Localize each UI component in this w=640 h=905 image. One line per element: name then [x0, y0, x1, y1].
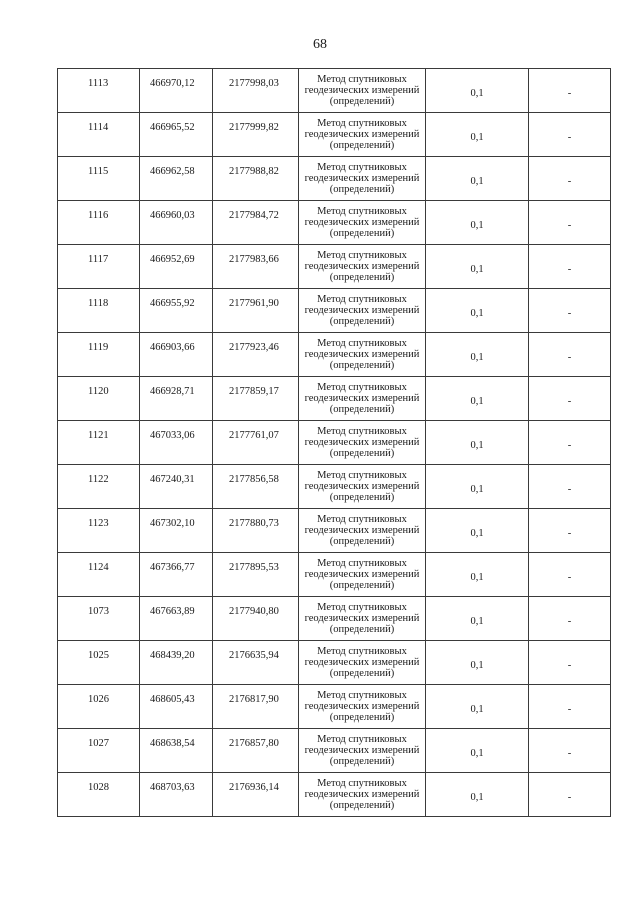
x-coordinate-cell: 466962,58 [140, 157, 213, 201]
table-row [58, 641, 611, 685]
method-cell: Метод спутниковых геодезических измерений (определений) [299, 685, 426, 729]
table-row [58, 201, 611, 245]
note-cell: - [529, 113, 611, 157]
note-cell: - [529, 597, 611, 641]
point-number-cell: 1025 [58, 641, 140, 685]
x-coordinate-cell: 466960,03 [140, 201, 213, 245]
accuracy-cell: 0,1 [426, 157, 529, 201]
note-cell: - [529, 289, 611, 333]
note-cell: - [529, 245, 611, 289]
table-row [58, 157, 611, 201]
table-row [58, 597, 611, 641]
accuracy-cell: 0,1 [426, 509, 529, 553]
x-coordinate-cell: 467663,89 [140, 597, 213, 641]
coordinates-table [57, 68, 611, 817]
y-coordinate-cell: 2176817,90 [213, 685, 299, 729]
y-coordinate-cell: 2177988,82 [213, 157, 299, 201]
method-cell: Метод спутниковых геодезических измерений (определений) [299, 245, 426, 289]
method-cell: Метод спутниковых геодезических измерений (определений) [299, 729, 426, 773]
y-coordinate-cell: 2177961,90 [213, 289, 299, 333]
point-number-cell: 1073 [58, 597, 140, 641]
note-cell: - [529, 201, 611, 245]
accuracy-cell: 0,1 [426, 465, 529, 509]
note-cell: - [529, 685, 611, 729]
point-number-cell: 1113 [58, 69, 140, 113]
point-number-cell: 1119 [58, 333, 140, 377]
note-cell: - [529, 157, 611, 201]
method-cell: Метод спутниковых геодезических измерений (определений) [299, 201, 426, 245]
point-number-cell: 1116 [58, 201, 140, 245]
point-number-cell: 1028 [58, 773, 140, 817]
accuracy-cell: 0,1 [426, 773, 529, 817]
y-coordinate-cell: 2177999,82 [213, 113, 299, 157]
method-cell: Метод спутниковых геодезических измерений (определений) [299, 113, 426, 157]
y-coordinate-cell: 2177856,58 [213, 465, 299, 509]
table-row [58, 289, 611, 333]
y-coordinate-cell: 2177998,03 [213, 69, 299, 113]
table-row [58, 729, 611, 773]
accuracy-cell: 0,1 [426, 245, 529, 289]
x-coordinate-cell: 467366,77 [140, 553, 213, 597]
table-row [58, 553, 611, 597]
accuracy-cell: 0,1 [426, 377, 529, 421]
accuracy-cell: 0,1 [426, 333, 529, 377]
x-coordinate-cell: 468638,54 [140, 729, 213, 773]
table-row [58, 773, 611, 817]
y-coordinate-cell: 2177984,72 [213, 201, 299, 245]
y-coordinate-cell: 2177940,80 [213, 597, 299, 641]
accuracy-cell: 0,1 [426, 553, 529, 597]
x-coordinate-cell: 468703,63 [140, 773, 213, 817]
point-number-cell: 1120 [58, 377, 140, 421]
note-cell: - [529, 465, 611, 509]
method-cell: Метод спутниковых геодезических измерений (определений) [299, 421, 426, 465]
method-cell: Метод спутниковых геодезических измерений (определений) [299, 333, 426, 377]
point-number-cell: 1118 [58, 289, 140, 333]
x-coordinate-cell: 466928,71 [140, 377, 213, 421]
accuracy-cell: 0,1 [426, 69, 529, 113]
accuracy-cell: 0,1 [426, 729, 529, 773]
table-row [58, 465, 611, 509]
point-number-cell: 1114 [58, 113, 140, 157]
point-number-cell: 1026 [58, 685, 140, 729]
y-coordinate-cell: 2177761,07 [213, 421, 299, 465]
table-row [58, 685, 611, 729]
note-cell: - [529, 333, 611, 377]
coordinates-table-body [58, 69, 611, 817]
point-number-cell: 1115 [58, 157, 140, 201]
y-coordinate-cell: 2177983,66 [213, 245, 299, 289]
y-coordinate-cell: 2177880,73 [213, 509, 299, 553]
accuracy-cell: 0,1 [426, 597, 529, 641]
accuracy-cell: 0,1 [426, 421, 529, 465]
accuracy-cell: 0,1 [426, 641, 529, 685]
method-cell: Метод спутниковых геодезических измерений (определений) [299, 465, 426, 509]
method-cell: Метод спутниковых геодезических измерений (определений) [299, 289, 426, 333]
method-cell: Метод спутниковых геодезических измерений (определений) [299, 553, 426, 597]
table-row [58, 377, 611, 421]
point-number-cell: 1123 [58, 509, 140, 553]
note-cell: - [529, 509, 611, 553]
note-cell: - [529, 773, 611, 817]
method-cell: Метод спутниковых геодезических измерений (определений) [299, 377, 426, 421]
x-coordinate-cell: 466955,92 [140, 289, 213, 333]
method-cell: Метод спутниковых геодезических измерений (определений) [299, 641, 426, 685]
note-cell: - [529, 729, 611, 773]
point-number-cell: 1117 [58, 245, 140, 289]
y-coordinate-cell: 2176857,80 [213, 729, 299, 773]
x-coordinate-cell: 466952,69 [140, 245, 213, 289]
method-cell: Метод спутниковых геодезических измерений (определений) [299, 509, 426, 553]
note-cell: - [529, 553, 611, 597]
table-row [58, 509, 611, 553]
x-coordinate-cell: 466970,12 [140, 69, 213, 113]
table-row [58, 113, 611, 157]
table-row [58, 333, 611, 377]
note-cell: - [529, 377, 611, 421]
point-number-cell: 1124 [58, 553, 140, 597]
y-coordinate-cell: 2177859,17 [213, 377, 299, 421]
x-coordinate-cell: 466965,52 [140, 113, 213, 157]
point-number-cell: 1121 [58, 421, 140, 465]
note-cell: - [529, 641, 611, 685]
accuracy-cell: 0,1 [426, 685, 529, 729]
y-coordinate-cell: 2177895,53 [213, 553, 299, 597]
point-number-cell: 1122 [58, 465, 140, 509]
table-row [58, 69, 611, 113]
method-cell: Метод спутниковых геодезических измерений (определений) [299, 69, 426, 113]
y-coordinate-cell: 2177923,46 [213, 333, 299, 377]
point-number-cell: 1027 [58, 729, 140, 773]
table-row [58, 421, 611, 465]
x-coordinate-cell: 466903,66 [140, 333, 213, 377]
accuracy-cell: 0,1 [426, 201, 529, 245]
x-coordinate-cell: 468439,20 [140, 641, 213, 685]
x-coordinate-cell: 468605,43 [140, 685, 213, 729]
x-coordinate-cell: 467033,06 [140, 421, 213, 465]
x-coordinate-cell: 467302,10 [140, 509, 213, 553]
accuracy-cell: 0,1 [426, 289, 529, 333]
accuracy-cell: 0,1 [426, 113, 529, 157]
method-cell: Метод спутниковых геодезических измерений (определений) [299, 597, 426, 641]
page-number: 68 [313, 37, 327, 52]
y-coordinate-cell: 2176936,14 [213, 773, 299, 817]
note-cell: - [529, 421, 611, 465]
method-cell: Метод спутниковых геодезических измерений (определений) [299, 773, 426, 817]
method-cell: Метод спутниковых геодезических измерений (определений) [299, 157, 426, 201]
x-coordinate-cell: 467240,31 [140, 465, 213, 509]
y-coordinate-cell: 2176635,94 [213, 641, 299, 685]
note-cell: - [529, 69, 611, 113]
table-row [58, 245, 611, 289]
